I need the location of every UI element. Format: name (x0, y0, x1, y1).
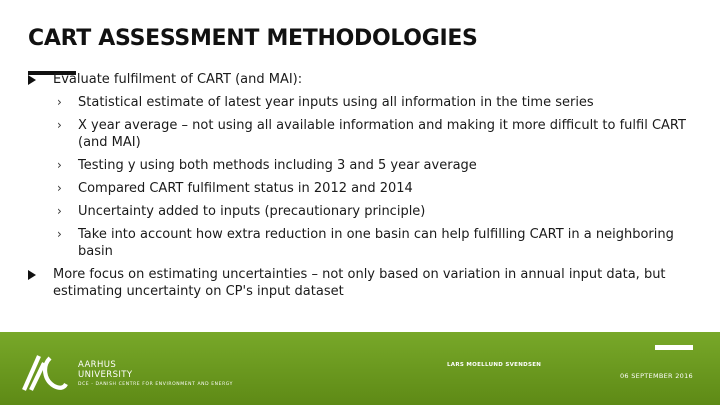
slide-title: CART ASSESSMENT METHODOLOGIES (28, 26, 478, 51)
presentation-date: 06 SEPTEMBER 2016 (620, 372, 693, 380)
sub-bullet-text: Compared CART fulfilment status in 2012 and 2014 (78, 181, 413, 196)
triangle-bullet-icon (28, 270, 36, 280)
bullet-item (28, 71, 708, 88)
chevron-right-icon: › (57, 204, 62, 218)
slide-footer (0, 332, 720, 405)
chevron-right-icon: › (57, 118, 62, 132)
university-name: AARHUS UNIVERSITY (78, 360, 133, 380)
sub-bullet-text: Statistical estimate of latest year inputs using all information in the time series (78, 95, 594, 110)
chevron-right-icon: › (57, 227, 62, 241)
author-name: LARS MOELLUND SVENDSEN (447, 362, 542, 368)
slide-content (28, 71, 708, 304)
chevron-right-icon: › (57, 158, 62, 172)
sub-bullet-text: Take into account how extra reduction in one basin can help fulfilling CART in a neighboring basin (78, 227, 674, 259)
bullet-text: More focus on estimating uncertainties – not only based on variation in annual input data, but estimating uncertainty on CP's input dataset (53, 267, 666, 299)
sub-bullet-item (28, 180, 708, 197)
sub-bullet-list (28, 94, 708, 260)
sub-bullet-item (28, 94, 708, 111)
bullet-text: Evaluate fulfilment of CART (and MAI): (53, 72, 303, 87)
triangle-bullet-icon (28, 75, 36, 85)
department-name: DCE - DANISH CENTRE FOR ENVIRONMENT AND ENERGY (78, 382, 234, 387)
sub-bullet-item (28, 117, 708, 151)
sub-bullet-item (28, 226, 708, 260)
sub-bullet-item (28, 203, 708, 220)
sub-bullet-item (28, 157, 708, 174)
bullet-item (28, 266, 708, 300)
sub-bullet-text: Uncertainty added to inputs (precautionary principle) (78, 204, 426, 219)
sub-bullet-text: Testing y using both methods including 3 and 5 year average (78, 158, 477, 173)
aarhus-university-logo-icon (20, 350, 68, 394)
chevron-right-icon: › (57, 181, 62, 195)
date-accent-bar (655, 345, 693, 350)
chevron-right-icon: › (57, 95, 62, 109)
sub-bullet-text: X year average – not using all available information and making it more difficult to fulfil CART (and MAI) (78, 118, 686, 150)
